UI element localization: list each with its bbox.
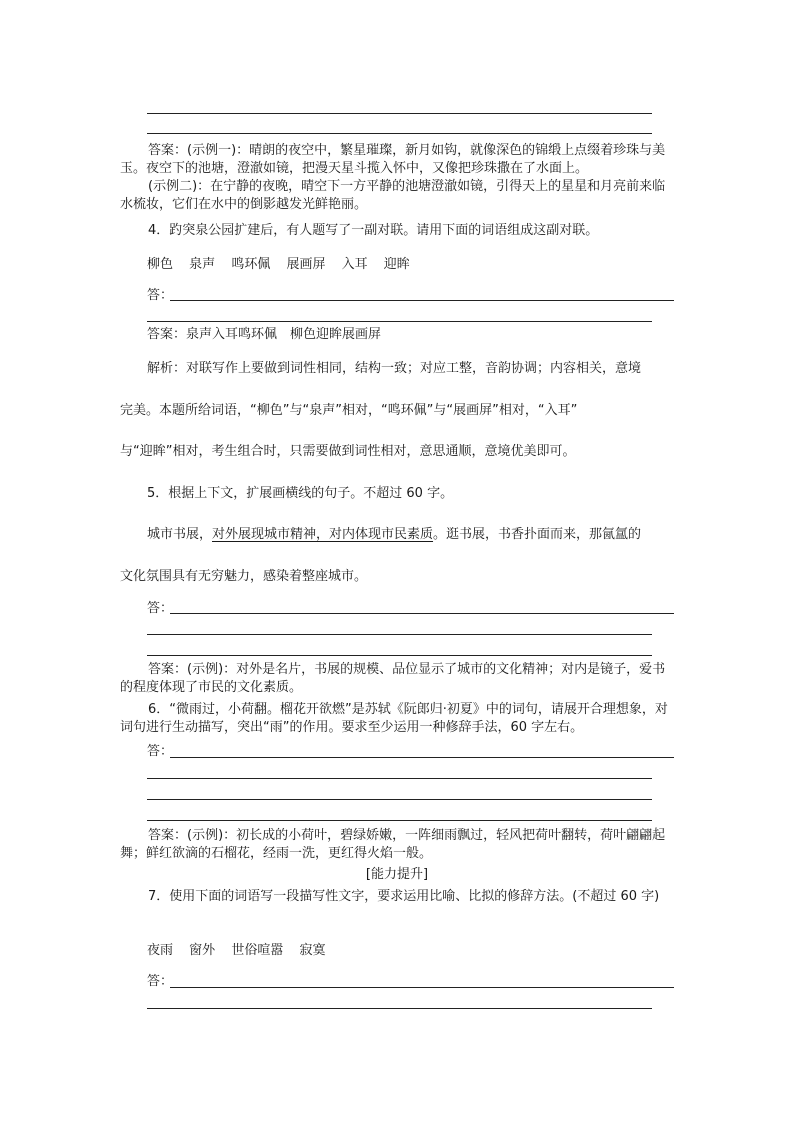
answer-line	[147, 113, 652, 114]
q3-answer-example-2: (示例二)：在宁静的夜晚，晴空下一方平静的池塘澄澈如镜，引得天上的星星和月亮前来临水梳妆，它们在水中的倒影越发光鲜艳丽。	[120, 179, 666, 212]
answer-input-line[interactable]	[147, 634, 652, 635]
q7-word-list	[147, 942, 337, 960]
q7-question-block	[120, 888, 675, 906]
q5-passage-text: 。逛书展，书香扑面而来，那氤氲的	[433, 527, 642, 542]
answer-input-line[interactable]	[147, 655, 652, 656]
underlined-sentence: 对外展现城市精神，对内体现市民素质	[212, 527, 434, 542]
word-item: 入耳	[341, 257, 368, 272]
word-item: 泉声	[189, 257, 216, 272]
q6-answer-label: 答：	[147, 744, 174, 759]
q5-passage-line-1	[147, 526, 641, 544]
q4-answer: 答案：泉声入耳鸣环佩 柳色迎眸展画屏	[147, 327, 382, 342]
word-item: 展画屏	[286, 257, 326, 272]
q5-answer-label: 答：	[147, 601, 174, 616]
q7-question: 7．使用下面的词语写一段描写性文字，要求运用比喻、比拟的修辞方法。(不超过 60 字)	[148, 889, 660, 904]
word-item: 迎眸	[383, 257, 410, 272]
q5-passage-text: 城市书展，	[147, 527, 213, 542]
q7-answer-label: 答：	[147, 974, 174, 989]
word-item: 世俗喧嚣	[231, 943, 284, 958]
q4-answer-label: 答：	[147, 288, 174, 303]
q6-question: 6．“微雨过，小荷翻。榴花开欲燃”是苏轼《阮郎归·初夏》中的词句，请展开合理想象，对词句进行生动描写，突出“雨”的作用。要求至少运用一种修辞手法，60 字左右。	[120, 702, 668, 735]
answer-input-line[interactable]	[170, 757, 674, 758]
answer-input-line[interactable]	[147, 820, 652, 821]
q6-answer-block	[120, 827, 675, 863]
section-title: [能力提升]	[365, 867, 429, 882]
q4-analysis-line-3: 与“迎眸”相对，考生组合时，只需要做到词性相对，意思通顺，意境优美即可。	[120, 444, 576, 459]
q5-passage-line-2: 文化氛围具有无穷魅力，感染着整座城市。	[120, 569, 368, 584]
answer-input-line[interactable]	[170, 613, 674, 614]
answer-input-line[interactable]	[147, 799, 652, 800]
q4-word-list	[147, 256, 422, 274]
word-item: 窗外	[189, 943, 216, 958]
q4-question-block	[120, 222, 675, 240]
word-item: 柳色	[147, 257, 174, 272]
answer-line	[147, 133, 652, 134]
q3-answer	[120, 142, 675, 214]
q4-analysis-line-1: 解析：对联写作上要做到词性相同，结构一致；对应工整，音韵协调；内容相关，意境	[147, 361, 642, 376]
answer-input-line[interactable]	[170, 300, 674, 301]
q3-answer-example-1: 答案：(示例一)：晴朗的夜空中，繁星璀璨，新月如钩，就像深色的锦缎上点缀着珍珠与美玉。夜空下的池塘，澄澈如镜，把漫天星斗揽入怀中，又像把珍珠撒在了水面上。	[120, 143, 666, 176]
answer-input-line[interactable]	[147, 321, 652, 322]
answer-input-line[interactable]	[147, 778, 652, 779]
word-item: 寂寞	[299, 943, 326, 958]
q6-answer: 答案：(示例)：初长成的小荷叶，碧绿娇嫩，一阵细雨飘过，轻风把荷叶翻转，荷叶翩翩起舞；鲜红欲滴的石榴花，经雨一洗，更红得火焰一般。	[120, 828, 666, 861]
q5-question: 5．根据上下文，扩展画横线的句子。不超过 60 字。	[147, 486, 454, 501]
answer-input-line[interactable]	[170, 987, 674, 988]
answer-input-line[interactable]	[147, 1008, 652, 1009]
q5-answer: 答案：(示例)：对外是名片，书展的规模、品位显示了城市的文化精神；对内是镜子，爱书的程度体现了市民的文化素质。	[120, 662, 666, 695]
q6-question-block	[120, 701, 675, 737]
q4-question: 4．趵突泉公园扩建后，有人题写了一副对联。请用下面的词语组成这副对联。	[148, 223, 599, 238]
word-item: 鸣环佩	[231, 257, 271, 272]
q5-answer-block	[120, 661, 675, 697]
word-item: 夜雨	[147, 943, 174, 958]
q4-analysis-line-2: 完美。本题所给词语，“柳色”与“泉声”相对，“鸣环佩”与“展画屏”相对，“入耳”	[120, 403, 578, 418]
